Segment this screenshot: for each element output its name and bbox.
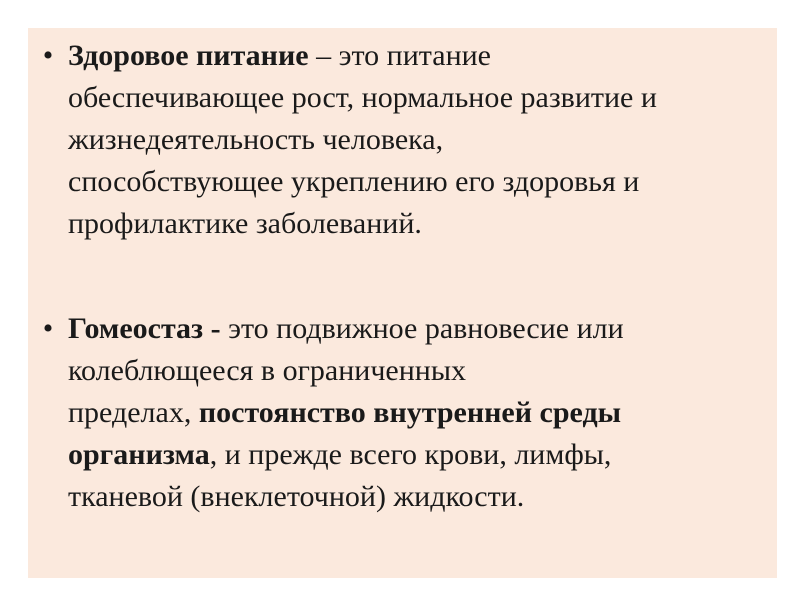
bullet-glyph: • [42,312,54,345]
text-line: пределах, постоянство внутренней среды [68,396,622,429]
text-line: Здоровое питание – это питание [68,39,491,72]
text-line: колеблющееся в ограниченных [68,354,466,387]
text-line: профилактике заболеваний. [68,207,422,240]
text-line: Гомеостаз - это подвижное равновесие или [68,312,624,345]
bullet-item-homeostasis [42,308,768,518]
term-label: Здоровое питание [68,39,309,72]
text-line: способствующее укреплению его здоровья и [68,165,640,198]
emphasis-text: организма [68,438,210,471]
emphasis-text: постоянство внутренней среды [198,396,622,429]
text-line: жизнедеятельность человека, [68,123,444,156]
term-label: Гомеостаз - [68,312,221,345]
bullet-glyph: • [42,39,54,72]
text-line: организма, и прежде всего крови, лимфы, [68,438,612,471]
text-line: обеспечивающее рост, нормальное развитие и [68,81,657,114]
text-line: тканевой (внеклеточной) жидкости. [68,480,525,513]
bullet-item-healthy-nutrition [42,35,768,245]
